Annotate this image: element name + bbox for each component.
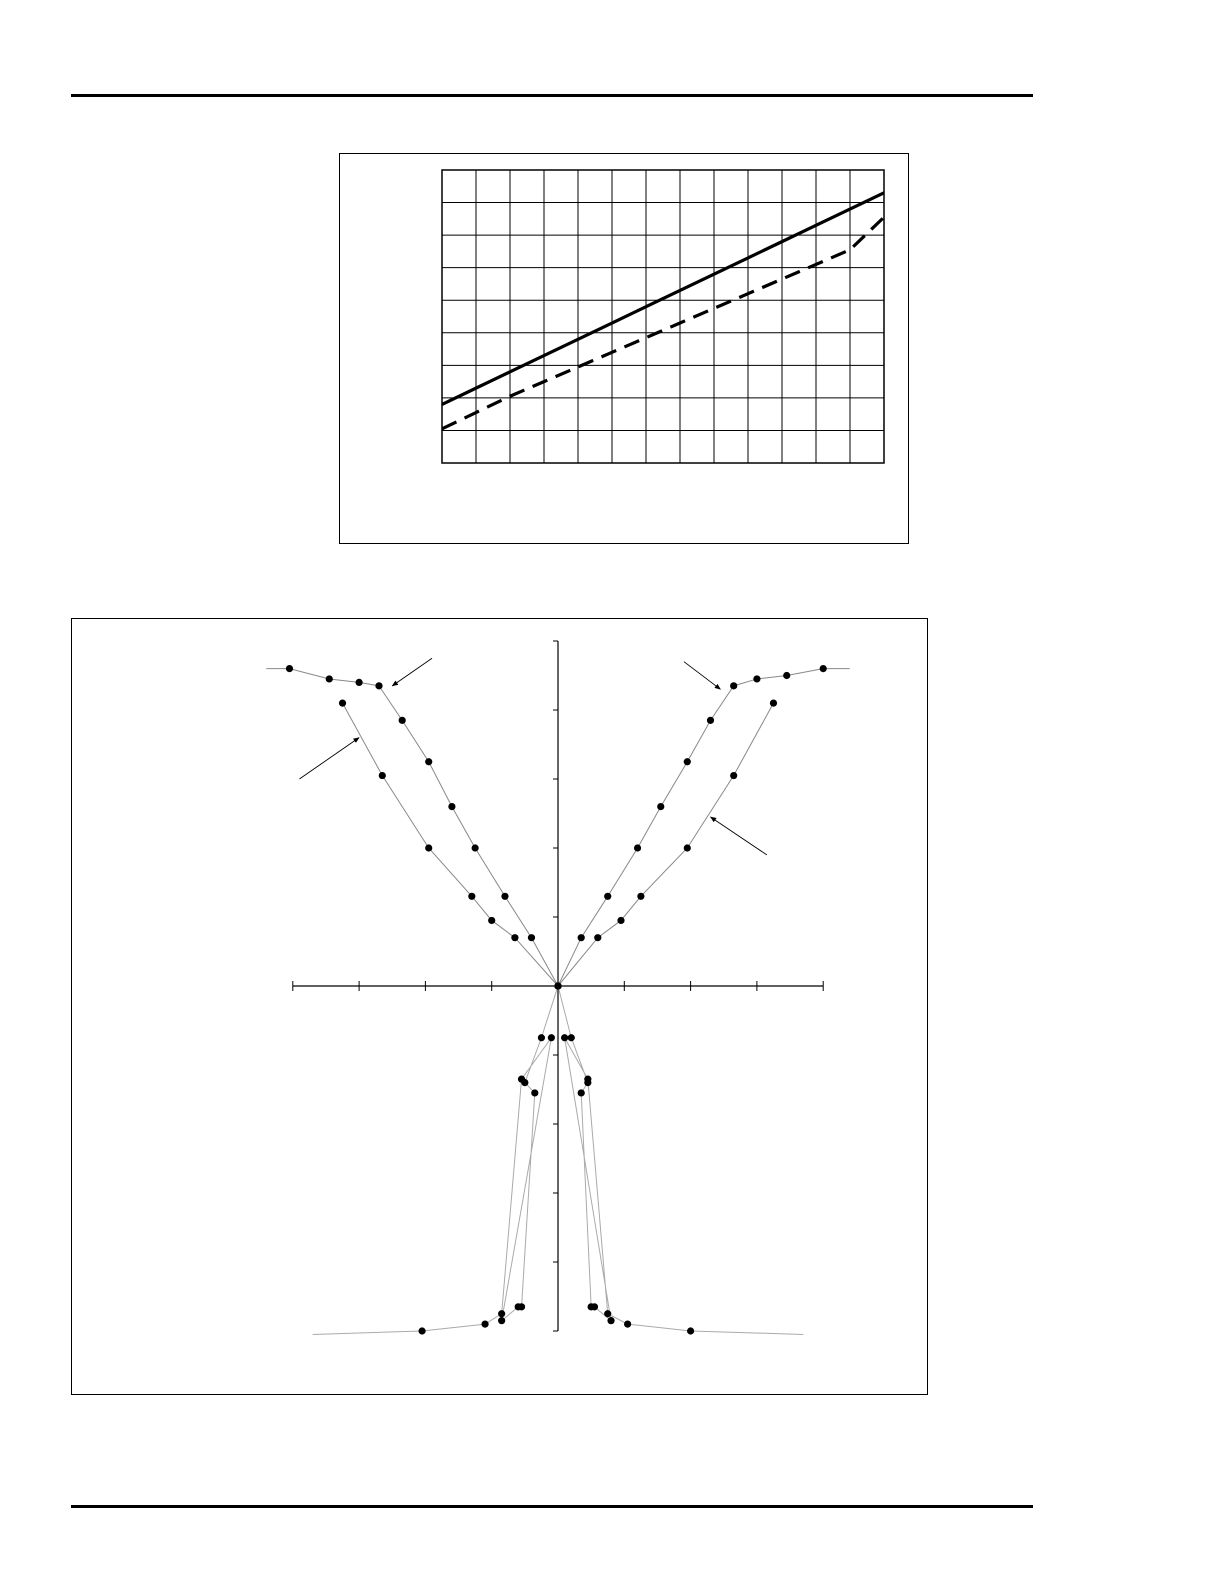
data-point: [730, 772, 737, 779]
data-point: [518, 1076, 525, 1083]
scatter-chart: [72, 619, 929, 1396]
data-point: [356, 679, 363, 686]
data-point: [528, 934, 535, 941]
data-point: [561, 1034, 568, 1041]
data-point: [604, 1310, 611, 1317]
data-point: [498, 1310, 505, 1317]
data-point: [515, 1303, 522, 1310]
data-point: [511, 934, 518, 941]
data-point: [538, 1034, 545, 1041]
header-rule: [71, 94, 1033, 97]
series-line-2: [343, 703, 558, 986]
data-point: [637, 893, 644, 900]
data-point: [753, 675, 760, 682]
data-point: [399, 717, 406, 724]
data-point: [604, 893, 611, 900]
data-point: [481, 1321, 488, 1328]
data-point: [326, 675, 333, 682]
series-line-1: [442, 193, 884, 405]
data-point: [548, 1034, 555, 1041]
data-point: [339, 700, 346, 707]
data-point: [498, 1317, 505, 1324]
data-point: [591, 1303, 598, 1310]
line-chart-panel: [339, 153, 909, 544]
data-point: [594, 934, 601, 941]
data-point: [379, 772, 386, 779]
data-point: [584, 1076, 591, 1083]
data-point: [617, 917, 624, 924]
annotation-arrow: [710, 817, 766, 855]
data-point: [578, 1089, 585, 1096]
data-point: [684, 844, 691, 851]
data-point: [634, 844, 641, 851]
data-point: [657, 803, 664, 810]
data-point: [472, 844, 479, 851]
data-point: [554, 982, 561, 989]
annotation-arrow: [392, 658, 432, 686]
data-point: [501, 893, 508, 900]
data-point: [578, 934, 585, 941]
series-line-4: [558, 703, 773, 986]
data-point: [425, 844, 432, 851]
data-point: [468, 893, 475, 900]
data-point: [568, 1034, 575, 1041]
data-point: [687, 1327, 694, 1334]
series-line-2: [442, 217, 884, 429]
data-point: [770, 700, 777, 707]
line-chart: [340, 154, 910, 545]
data-point: [488, 917, 495, 924]
plot-frame: [442, 170, 884, 463]
data-point: [425, 758, 432, 765]
annotation-arrow: [684, 662, 720, 690]
data-point: [783, 672, 790, 679]
series-line-5: [313, 986, 558, 1334]
data-point: [418, 1327, 425, 1334]
data-point: [730, 682, 737, 689]
data-point: [448, 803, 455, 810]
data-point: [820, 665, 827, 672]
data-point: [707, 717, 714, 724]
data-point: [624, 1321, 631, 1328]
data-point: [607, 1317, 614, 1324]
scatter-chart-panel: [71, 618, 928, 1395]
series-line-3: [558, 669, 850, 986]
annotation-arrow: [299, 738, 359, 779]
data-point: [684, 758, 691, 765]
data-point: [286, 665, 293, 672]
series-line-6: [558, 986, 803, 1334]
footer-rule: [71, 1505, 1033, 1508]
data-point: [375, 682, 382, 689]
data-point: [531, 1089, 538, 1096]
